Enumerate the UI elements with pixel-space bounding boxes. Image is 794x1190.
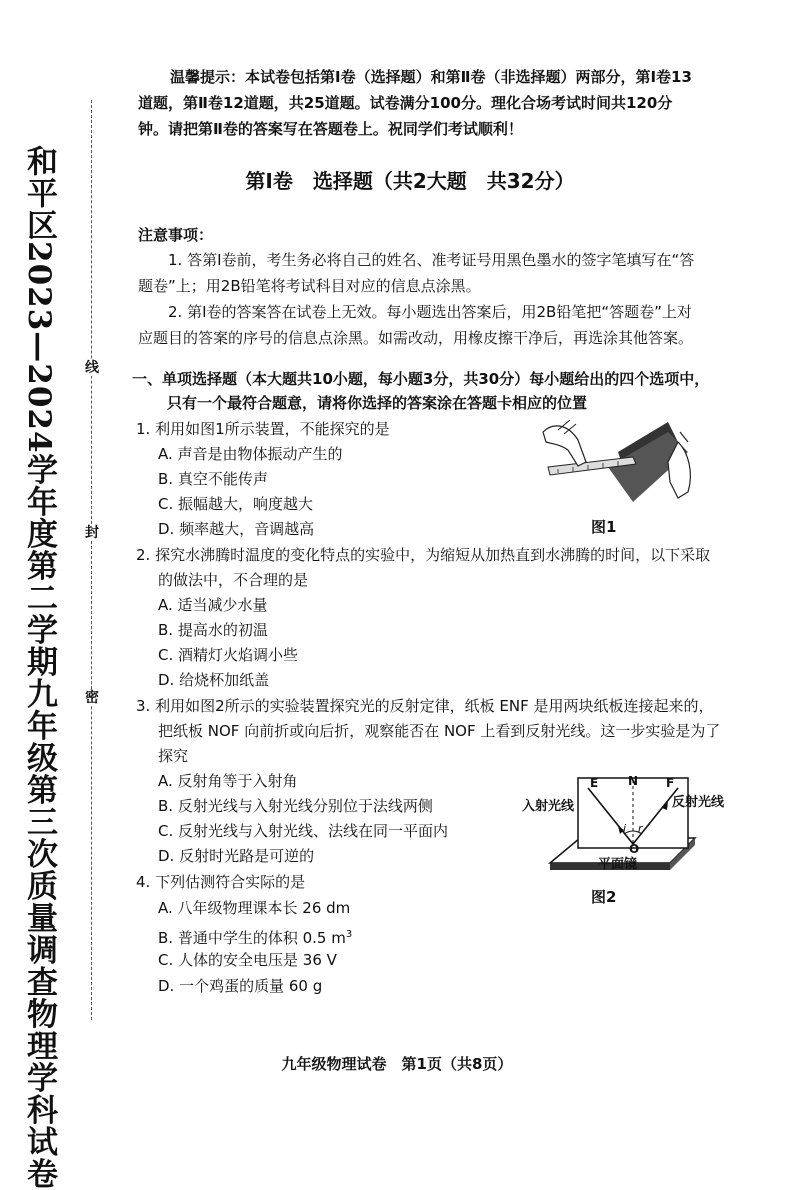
q3-stem: 3. 利用如图2所示的实验装置探究光的反射定律，纸板 ENF 是用两块纸板连接起来的， (136, 697, 714, 715)
q3-option-d: D. 反射时光路是可逆的 (158, 847, 315, 865)
fig2-label-mirror: 平面镜 (598, 857, 638, 872)
fig2-label-reflected: 反射光线 (672, 795, 725, 810)
binding-char-line: 线 (85, 360, 99, 376)
q1-option-c: C. 振幅越大，响度越大 (158, 495, 314, 513)
section1-heading-line2: 只有一个最符合题意，请将你选择的答案涂在答题卡相应的位置 (167, 394, 588, 412)
q2-option-b: B. 提高水的初温 (158, 621, 268, 639)
q3-option-c: C. 反射光线与入射光线、法线在同一平面内 (158, 822, 449, 840)
q2-option-c: C. 酒精灯火焰调小些 (158, 646, 299, 664)
q4-option-b-text: B. 普通中学生的体积 0.5 m (158, 929, 346, 947)
exam-notice: 温馨提示：本试卷包括第Ⅰ卷（选择题）和第Ⅱ卷（非选择题）两部分，第Ⅰ卷13道题，第Ⅱ卷12道题，共25道题。试卷满分100分。理化合场考试时间共120分钟。请把第Ⅱ卷的答案写在答题卷上。祝同学们考试顺利！ (138, 68, 692, 138)
q2-stem-line2: 的做法中，不合理的是 (158, 571, 309, 589)
q1-option-b: B. 真空不能传声 (158, 470, 268, 488)
q4-option-a: A. 八年级物理课本长 26 dm (158, 899, 351, 917)
part-title: 第Ⅰ卷 选择题（共2大题 共32分） (245, 169, 575, 193)
fig2-letter-f: F (666, 776, 675, 790)
q2-option-d: D. 给烧杯加纸盖 (158, 671, 270, 689)
fig2-letter-e: E (590, 776, 599, 790)
fig2-letter-i: i (623, 822, 627, 835)
q4-stem: 4. 下列估测符合实际的是 (136, 873, 306, 891)
q3-option-b: B. 反射光线与入射光线分别位于法线两侧 (158, 797, 433, 815)
q4-option-b-superscript: 3 (345, 929, 353, 940)
section1-heading: 一、单项选择题（本大题共10小题，每小题3分，共30分）每小题给出的四个选项中， (132, 370, 710, 388)
fig2-letter-n: N (628, 774, 639, 788)
side-exam-title: 和平区2023—2024学年度第二学期九年级第三次质量调查物理学科试卷 (21, 145, 57, 1190)
binding-char-seal: 封 (85, 525, 99, 541)
q2-stem: 2. 探究水沸腾时温度的变化特点的实验中，为缩短从加热直到水沸腾的时间，以下采取 (136, 546, 711, 564)
figure2-caption: 图2 (591, 888, 617, 906)
attention-heading: 注意事项： (138, 226, 214, 244)
q2-option-a: A. 适当减少水量 (158, 596, 268, 614)
q4-option-d: D. 一个鸡蛋的质量 60 g (158, 977, 323, 995)
fig2-letter-o: O (629, 842, 640, 856)
binding-char-secret: 密 (85, 690, 99, 706)
binding-dashed-line (91, 100, 92, 1020)
figure1-caption: 图1 (591, 518, 617, 536)
fig2-letter-r: r (638, 822, 643, 835)
q3-stem-line3: 探究 (158, 747, 189, 765)
attention-item-1: 1. 答第Ⅰ卷前，考生务必将自己的姓名、准考证号用黑色墨水的签字笔填写在“答题卷”上；用2B铅笔将考试科目对应的信息点涂黑。 (138, 251, 695, 295)
fig2-label-incident: 入射光线 (522, 799, 575, 814)
q3-option-a: A. 反射角等于入射角 (158, 772, 298, 790)
q4-option-c: C. 人体的安全电压是 36 V (158, 951, 337, 969)
q3-stem-line2: 把纸板 NOF 向前折或向后折，观察能否在 NOF 上看到反射光线。这一步实验是为了 (158, 722, 721, 740)
q4-option-b (158, 922, 352, 951)
q1-option-d: D. 频率越大，音调越高 (158, 520, 315, 538)
attention-item-2: 2. 第Ⅰ卷的答案答在试卷上无效。每小题选出答案后，用2B铅笔把“答题卷”上对应题目的答案的序号的信息点涂黑。如需改动，用橡皮擦干净后，再选涂其他答案。 (138, 303, 694, 347)
q1-option-a: A. 声音是由物体振动产生的 (158, 445, 343, 463)
figure1-ruler-table (538, 412, 698, 512)
page-footer: 九年级物理试卷 第1页（共8页） (281, 1055, 513, 1073)
q1-stem: 1. 利用如图1所示装置，不能探究的是 (136, 420, 390, 438)
